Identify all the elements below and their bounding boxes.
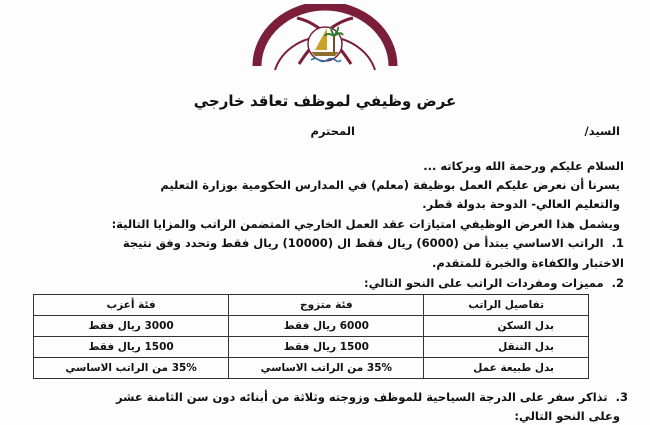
greeting-line: السلام عليكم ورحمة الله وبركاته ... — [423, 159, 624, 173]
item-3-number: 3. — [615, 390, 628, 404]
offer-paragraph-line-2: والتعليم العالي- الدوحة بدولة قطر. — [422, 197, 620, 211]
item-2 — [364, 276, 624, 290]
row-label: بدل التنقل — [424, 337, 589, 358]
recipient-label: السيد/ — [584, 124, 620, 138]
item-1-line-2: الاختبار والكفاءة والخبرة للمتقدم. — [432, 256, 624, 270]
row-label: بدل السكن — [424, 316, 589, 337]
item-2-number: 2. — [611, 276, 624, 290]
item-1-text: الراتب الاساسي يبتدأ من (6000) ريال فقط ال (10000) ريال فقط وتحدد وفق نتيجة — [122, 236, 604, 250]
item-1-line-1 — [123, 236, 624, 250]
item-2-text: مميزات ومفردات الراتب على النحو التالي: — [364, 276, 604, 290]
benefits-intro: ويشمل هذا العرض الوظيفي امتيازات عقد العمل الخارجي المتضمن الراتب والمزايا التالية: — [111, 217, 620, 231]
header-single: فئة أعزب — [34, 295, 229, 316]
salary-table — [33, 294, 589, 379]
item-3-line-1 — [116, 390, 628, 404]
table-row — [34, 358, 589, 379]
table-row — [34, 337, 589, 358]
single-value: 1500 ريال فقط — [34, 337, 229, 358]
header-salary-details: تفاصيل الراتب — [424, 295, 589, 316]
document-title: عرض وظيفي لموظف تعاقد خارجي — [193, 92, 457, 110]
table-row — [34, 316, 589, 337]
respected-label: المحترم — [310, 124, 355, 138]
header-married: فئة متزوج — [229, 295, 424, 316]
offer-paragraph-line-1: يسرنا أن نعرض عليكم العمل بوظيفة (معلم) في المدارس الحكومية بوزارة التعليم — [160, 178, 620, 192]
qatar-emblem-logo — [235, 4, 415, 80]
married-value: 6000 ريال فقط — [229, 316, 424, 337]
item-1-number: 1. — [611, 236, 624, 250]
table-header-row — [34, 295, 589, 316]
emblem-graphic — [235, 4, 415, 80]
item-3-text: تذاكر سفر على الدرجة السياحية للموظف وزوجته وثلاثة من أبنائه دون سن الثامنة عشر — [116, 390, 608, 404]
single-value: 35% من الراتب الاساسي — [34, 358, 229, 379]
married-value: 35% من الراتب الاساسي — [229, 358, 424, 379]
married-value: 1500 ريال فقط — [229, 337, 424, 358]
row-label: بدل طبيعة عمل — [424, 358, 589, 379]
item-3-line-2: وعلى النحو التالي: — [514, 409, 620, 423]
single-value: 3000 ريال فقط — [34, 316, 229, 337]
